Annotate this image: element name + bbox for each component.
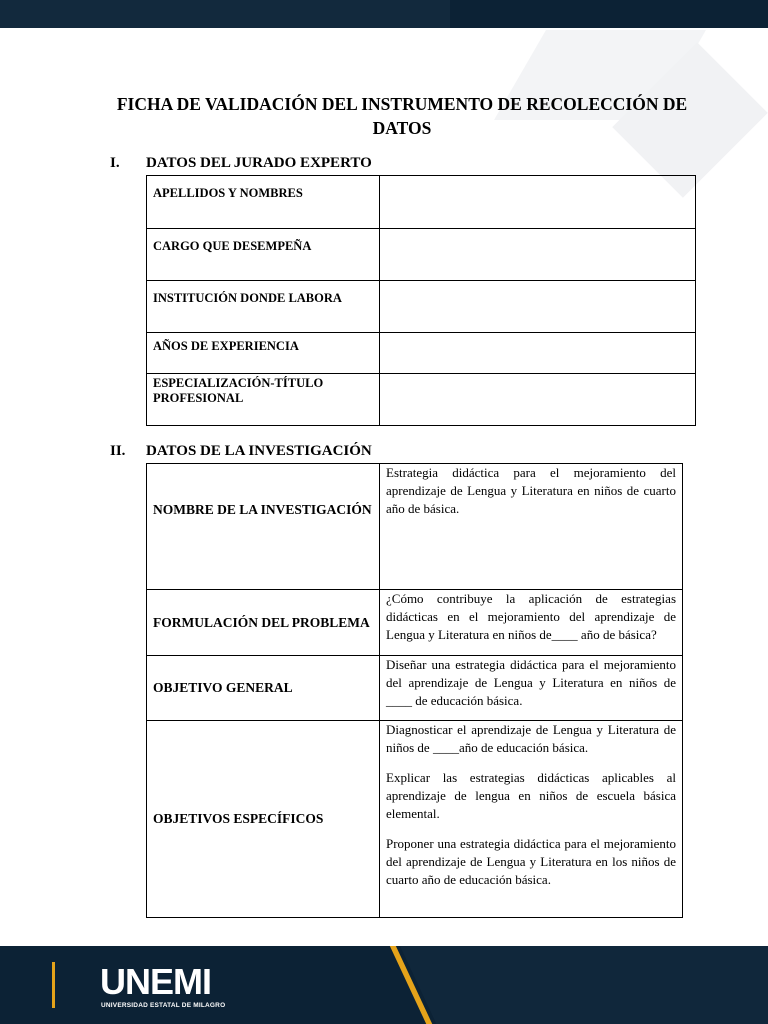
table-row [147,333,696,374]
row-label: OBJETIVO GENERAL [147,656,380,721]
nombre-investigacion-value: Estrategia didáctica para el mejoramiento del aprendizaje de Lengua y Literatura en niños de cuarto año de básica. [380,464,683,590]
unemi-logo: UNEMI [100,961,211,1002]
document-title: FICHA DE VALIDACIÓN DEL INSTRUMENTO DE RECOLECCIÓN DE DATOS [116,94,688,138]
section-title: DATOS DEL JURADO EXPERTO [146,155,372,171]
cargo-field[interactable] [380,229,696,281]
investigacion-table [146,463,683,918]
especializacion-field[interactable] [380,374,696,426]
objetivo-especifico-item: Diagnosticar el aprendizaje de Lengua y Literatura de niños de ____año de educación básica. [386,722,676,755]
table-row [147,374,696,426]
section-heading-jurado [110,155,372,172]
row-label: INSTITUCIÓN DONDE LABORA [147,281,380,333]
apellidos-nombres-field[interactable] [380,176,696,229]
formulacion-value: ¿Cómo contribuye la aplicación de estrategias didácticas en el mejoramiento del aprendizaje de Lengua y Literatura en niños de____ año de básica? [380,590,683,656]
objetivos-especificos-value [380,721,683,918]
table-row [147,229,696,281]
row-label: AÑOS DE EXPERIENCIA [147,333,380,374]
row-label: OBJETIVOS ESPECÍFICOS [147,721,380,918]
table-row [147,590,683,656]
table-row [147,281,696,333]
footer-gold-bar [52,962,55,1008]
row-label: FORMULACIÓN DEL PROBLEMA [147,590,380,656]
table-row [147,721,683,918]
table-row [147,176,696,229]
row-label: CARGO QUE DESEMPEÑA [147,229,380,281]
footer-wedge [400,946,768,1024]
section-number: II. [110,443,126,459]
row-label: ESPECIALIZACIÓN-TÍTULO PROFESIONAL [147,374,380,426]
header-band-accent [0,0,450,28]
table-row [147,656,683,721]
jurado-table [146,175,696,426]
section-title: DATOS DE LA INVESTIGACIÓN [146,443,372,459]
objetivo-especifico-item: Explicar las estrategias didácticas aplicables al aprendizaje de lengua en niños de escuela básica elemental. [386,770,676,821]
row-label: NOMBRE DE LA INVESTIGACIÓN [147,464,380,590]
header-band [0,0,768,28]
unemi-logo-subtitle: UNIVERSIDAD ESTATAL DE MILAGRO [101,1002,226,1009]
objetivo-especifico-item: Proponer una estrategia didáctica para el mejoramiento del aprendizaje de Lengua y Literatura en los niños de cuarto año de educación básica. [386,836,676,887]
section-number: I. [110,155,120,171]
table-row [147,464,683,590]
row-label: APELLIDOS Y NOMBRES [147,176,380,229]
experiencia-field[interactable] [380,333,696,374]
footer-band [0,946,768,1024]
institucion-field[interactable] [380,281,696,333]
objetivo-general-value: Diseñar una estrategia didáctica para el mejoramiento del aprendizaje de Lengua y Literatura en niños de ____ de educación básica. [380,656,683,721]
section-heading-investigacion [110,443,372,460]
